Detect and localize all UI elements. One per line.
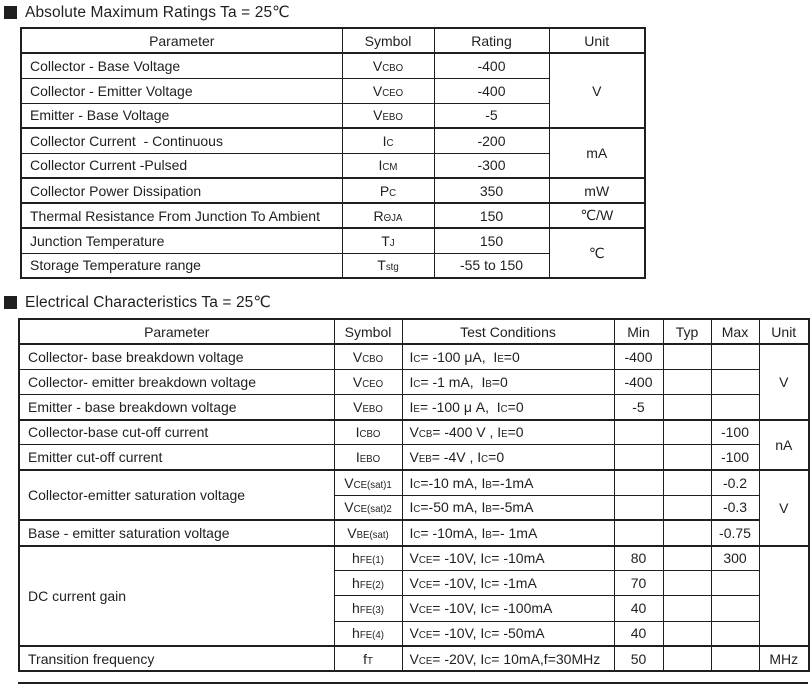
unit-cell: mA xyxy=(549,128,645,178)
table-row xyxy=(19,394,809,419)
typ-cell xyxy=(663,445,711,470)
column-header-symbol: Symbol xyxy=(342,28,434,53)
table-row xyxy=(21,178,645,203)
symbol-cell: ICM xyxy=(342,153,434,178)
min-cell xyxy=(614,470,663,495)
min-cell xyxy=(614,495,663,520)
param-cell: Collector- emitter breakdown voltage xyxy=(19,369,334,394)
typ-cell xyxy=(663,546,711,571)
max-cell xyxy=(711,621,759,646)
param-cell: Storage Temperature range xyxy=(21,253,342,278)
min-cell xyxy=(614,520,663,545)
symbol-cell: VEBO xyxy=(342,103,434,128)
symbol-cell: VCE(sat)2 xyxy=(334,495,402,520)
typ-cell xyxy=(663,571,711,596)
symbol-cell: VCE(sat)1 xyxy=(334,470,402,495)
section-title-text: Electrical Characteristics Ta = 25℃ xyxy=(25,294,271,311)
test-conditions-cell: IC= -100 μA, IE=0 xyxy=(402,344,614,369)
column-header-test-conditions: Test Conditions xyxy=(402,319,614,344)
symbol-cell: hFE(2) xyxy=(334,571,402,596)
param-cell: Junction Temperature xyxy=(21,228,342,253)
min-cell: -400 xyxy=(614,344,663,369)
max-cell: -0.3 xyxy=(711,495,759,520)
param-cell: Collector-emitter saturation voltage xyxy=(19,470,334,520)
test-conditions-cell: VEB= -4V , IC=0 xyxy=(402,445,614,470)
column-header-min: Min xyxy=(614,319,663,344)
unit-cell: MHz xyxy=(759,646,809,671)
table-row xyxy=(19,369,809,394)
symbol-cell: hFE(4) xyxy=(334,621,402,646)
max-cell: -100 xyxy=(711,445,759,470)
min-cell: -5 xyxy=(614,394,663,419)
column-header-typ: Typ xyxy=(663,319,711,344)
test-conditions-cell: VCE= -10V, IC= -10mA xyxy=(402,546,614,571)
table-row xyxy=(21,53,645,78)
rating-cell: -55 to 150 xyxy=(434,253,549,278)
min-cell: 40 xyxy=(614,621,663,646)
max-cell: -0.2 xyxy=(711,470,759,495)
max-cell xyxy=(711,369,759,394)
column-header-unit: Unit xyxy=(759,319,809,344)
param-cell: Collector - Emitter Voltage xyxy=(21,78,342,103)
test-conditions-cell: VCE= -10V, IC= -1mA xyxy=(402,571,614,596)
rating-cell: -400 xyxy=(434,53,549,78)
section-title-electrical-characteristics xyxy=(4,293,271,312)
min-cell: 80 xyxy=(614,546,663,571)
absolute-maximum-ratings-table xyxy=(20,27,646,279)
max-cell xyxy=(711,646,759,671)
param-cell: Transition frequency xyxy=(19,646,334,671)
electrical-characteristics-table xyxy=(18,318,810,672)
typ-cell xyxy=(663,520,711,545)
max-cell xyxy=(711,596,759,621)
symbol-cell: hFE(1) xyxy=(334,546,402,571)
symbol-cell: Tstg xyxy=(342,253,434,278)
symbol-cell: IEBO xyxy=(334,445,402,470)
rating-cell: -300 xyxy=(434,153,549,178)
typ-cell xyxy=(663,420,711,445)
test-conditions-cell: IC=-10 mA, IB=-1mA xyxy=(402,470,614,495)
rating-cell: 350 xyxy=(434,178,549,203)
test-conditions-cell: VCB= -400 V , IE=0 xyxy=(402,420,614,445)
table-row xyxy=(21,128,645,153)
unit-cell: V xyxy=(759,344,809,420)
unit-cell: mW xyxy=(549,178,645,203)
rating-cell: -200 xyxy=(434,128,549,153)
max-cell: 300 xyxy=(711,546,759,571)
column-header-max: Max xyxy=(711,319,759,344)
table-row xyxy=(19,520,809,545)
typ-cell xyxy=(663,596,711,621)
section-title-text: Absolute Maximum Ratings Ta = 25℃ xyxy=(25,4,290,21)
param-cell: Collector Current - Continuous xyxy=(21,128,342,153)
typ-cell xyxy=(663,394,711,419)
symbol-cell: IC xyxy=(342,128,434,153)
table-row xyxy=(19,344,809,369)
rating-cell: 150 xyxy=(434,228,549,253)
black-square-bullet-icon xyxy=(4,296,17,309)
unit-cell: ℃/W xyxy=(549,203,645,228)
black-square-bullet-icon xyxy=(4,6,17,19)
column-header-symbol: Symbol xyxy=(334,319,402,344)
typ-cell xyxy=(663,646,711,671)
test-conditions-cell: VCE= -10V, IC= -100mA xyxy=(402,596,614,621)
max-cell xyxy=(711,394,759,419)
param-cell: Emitter - Base Voltage xyxy=(21,103,342,128)
param-cell: Collector-base cut-off current xyxy=(19,420,334,445)
min-cell: 40 xyxy=(614,596,663,621)
header-row xyxy=(19,319,809,344)
typ-cell xyxy=(663,495,711,520)
param-cell: Thermal Resistance From Junction To Ambient xyxy=(21,203,342,228)
symbol-cell: hFE(3) xyxy=(334,596,402,621)
rating-cell: -5 xyxy=(434,103,549,128)
param-cell: Emitter cut-off current xyxy=(19,445,334,470)
symbol-cell: VCEO xyxy=(342,78,434,103)
typ-cell xyxy=(663,470,711,495)
test-conditions-cell: IC=-50 mA, IB=-5mA xyxy=(402,495,614,520)
column-header-parameter: Parameter xyxy=(21,28,342,53)
min-cell xyxy=(614,420,663,445)
symbol-cell: VBE(sat) xyxy=(334,520,402,545)
rating-cell: -400 xyxy=(434,78,549,103)
min-cell: 70 xyxy=(614,571,663,596)
column-header-unit: Unit xyxy=(549,28,645,53)
max-cell: -100 xyxy=(711,420,759,445)
param-cell: Emitter - base breakdown voltage xyxy=(19,394,334,419)
symbol-cell: fT xyxy=(334,646,402,671)
table-row xyxy=(19,420,809,445)
max-cell xyxy=(711,344,759,369)
column-header-rating: Rating xyxy=(434,28,549,53)
unit-cell: ℃ xyxy=(549,228,645,278)
unit-cell xyxy=(759,546,809,647)
column-header-parameter: Parameter xyxy=(19,319,334,344)
table-row xyxy=(19,470,809,495)
min-cell: -400 xyxy=(614,369,663,394)
test-conditions-cell: IC= -10mA, IB=- 1mA xyxy=(402,520,614,545)
unit-cell: V xyxy=(549,53,645,128)
test-conditions-cell: IC= -1 mA, IB=0 xyxy=(402,369,614,394)
max-cell: -0.75 xyxy=(711,520,759,545)
symbol-cell: TJ xyxy=(342,228,434,253)
typ-cell xyxy=(663,621,711,646)
unit-cell: nA xyxy=(759,420,809,470)
min-cell: 50 xyxy=(614,646,663,671)
param-cell: Collector - Base Voltage xyxy=(21,53,342,78)
param-cell: DC current gain xyxy=(19,546,334,647)
param-cell: Base - emitter saturation voltage xyxy=(19,520,334,545)
table-row xyxy=(19,445,809,470)
test-conditions-cell: IE= -100 μ A, IC=0 xyxy=(402,394,614,419)
symbol-cell: RΘJA xyxy=(342,203,434,228)
min-cell xyxy=(614,445,663,470)
table-row xyxy=(19,646,809,671)
symbol-cell: VEBO xyxy=(334,394,402,419)
table-row xyxy=(21,203,645,228)
table-row xyxy=(19,546,809,571)
unit-cell: V xyxy=(759,470,809,546)
symbol-cell: VCEO xyxy=(334,369,402,394)
typ-cell xyxy=(663,344,711,369)
section-title-absolute-maximum-ratings xyxy=(4,3,290,22)
rating-cell: 150 xyxy=(434,203,549,228)
test-conditions-cell: VCE= -20V, IC= 10mA,f=30MHz xyxy=(402,646,614,671)
param-cell: Collector Current -Pulsed xyxy=(21,153,342,178)
param-cell: Collector- base breakdown voltage xyxy=(19,344,334,369)
max-cell xyxy=(711,571,759,596)
typ-cell xyxy=(663,369,711,394)
symbol-cell: ICBO xyxy=(334,420,402,445)
symbol-cell: VCBO xyxy=(342,53,434,78)
param-cell: Collector Power Dissipation xyxy=(21,178,342,203)
symbol-cell: PC xyxy=(342,178,434,203)
symbol-cell: VCBO xyxy=(334,344,402,369)
table-row xyxy=(21,228,645,253)
header-row xyxy=(21,28,645,53)
test-conditions-cell: VCE= -10V, IC= -50mA xyxy=(402,621,614,646)
